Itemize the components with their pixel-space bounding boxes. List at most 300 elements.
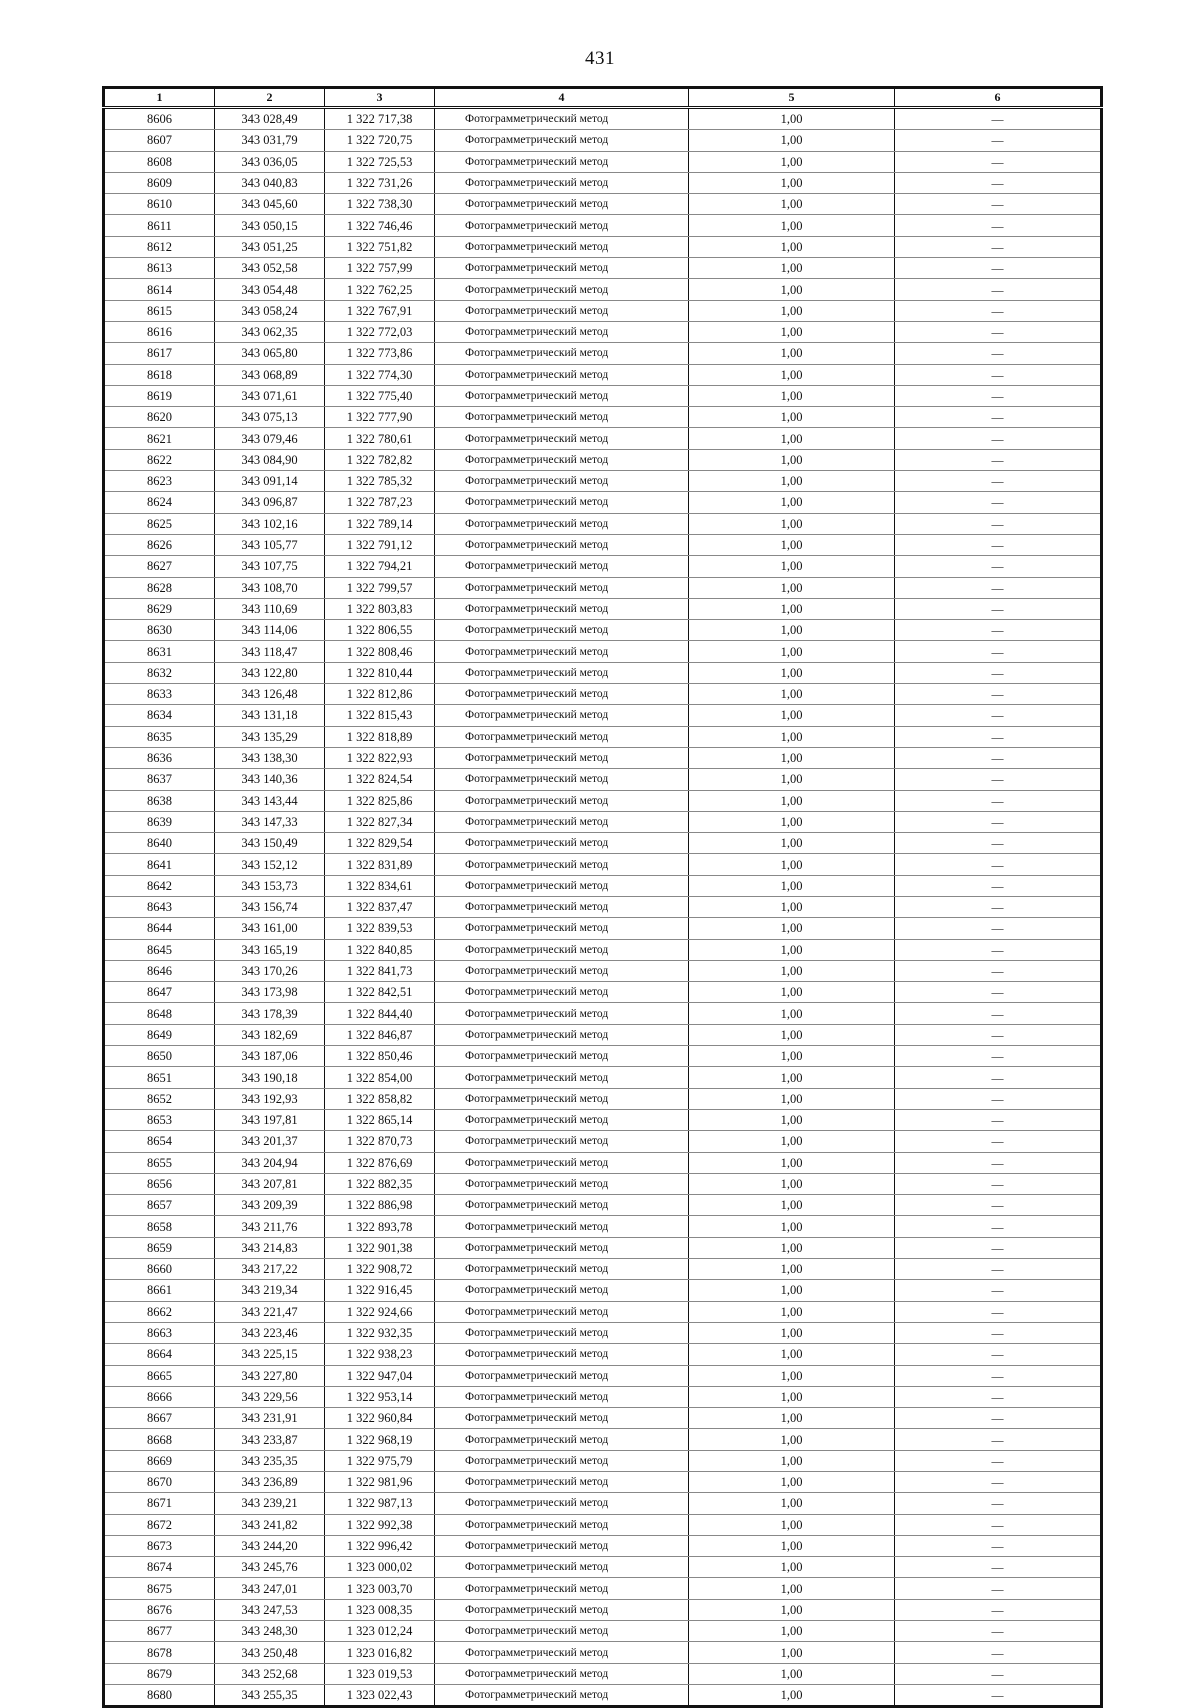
method-cell: Фотограмметрический метод (435, 1067, 689, 1088)
x-coordinate-cell: 343 058,24 (215, 300, 325, 321)
note-cell: — (895, 385, 1102, 406)
y-coordinate-cell: 1 322 799,57 (325, 577, 435, 598)
table-row (104, 1408, 1102, 1429)
y-coordinate-cell: 1 323 012,24 (325, 1621, 435, 1642)
accuracy-cell: 1,00 (689, 1535, 895, 1556)
accuracy-cell: 1,00 (689, 896, 895, 917)
table-row (104, 556, 1102, 577)
point-number-cell: 8655 (104, 1152, 215, 1173)
table-row (104, 1557, 1102, 1578)
x-coordinate-cell: 343 156,74 (215, 896, 325, 917)
y-coordinate-cell: 1 322 751,82 (325, 236, 435, 257)
y-coordinate-cell: 1 322 815,43 (325, 705, 435, 726)
y-coordinate-cell: 1 322 746,46 (325, 215, 435, 236)
table-row (104, 1621, 1102, 1642)
x-coordinate-cell: 343 219,34 (215, 1280, 325, 1301)
x-coordinate-cell: 343 108,70 (215, 577, 325, 598)
y-coordinate-cell: 1 322 837,47 (325, 896, 435, 917)
x-coordinate-cell: 343 096,87 (215, 492, 325, 513)
x-coordinate-cell: 343 250,48 (215, 1642, 325, 1663)
note-cell: — (895, 1237, 1102, 1258)
method-cell: Фотограмметрический метод (435, 449, 689, 470)
x-coordinate-cell: 343 173,98 (215, 982, 325, 1003)
method-cell: Фотограмметрический метод (435, 215, 689, 236)
x-coordinate-cell: 343 227,80 (215, 1365, 325, 1386)
accuracy-cell: 1,00 (689, 790, 895, 811)
table-row (104, 194, 1102, 215)
method-cell: Фотограмметрический метод (435, 471, 689, 492)
y-coordinate-cell: 1 322 924,66 (325, 1301, 435, 1322)
table-row (104, 258, 1102, 279)
y-coordinate-cell: 1 322 738,30 (325, 194, 435, 215)
note-cell: — (895, 747, 1102, 768)
x-coordinate-cell: 343 229,56 (215, 1386, 325, 1407)
point-number-cell: 8649 (104, 1024, 215, 1045)
x-coordinate-cell: 343 241,82 (215, 1514, 325, 1535)
y-coordinate-cell: 1 322 725,53 (325, 151, 435, 172)
note-cell: — (895, 1514, 1102, 1535)
x-coordinate-cell: 343 110,69 (215, 598, 325, 619)
note-cell: — (895, 428, 1102, 449)
table-row (104, 108, 1102, 130)
accuracy-cell: 1,00 (689, 471, 895, 492)
point-number-cell: 8630 (104, 620, 215, 641)
point-number-cell: 8676 (104, 1599, 215, 1620)
table-row (104, 215, 1102, 236)
accuracy-cell: 1,00 (689, 726, 895, 747)
accuracy-cell: 1,00 (689, 407, 895, 428)
point-number-cell: 8646 (104, 960, 215, 981)
x-coordinate-cell: 343 065,80 (215, 343, 325, 364)
y-coordinate-cell: 1 322 876,69 (325, 1152, 435, 1173)
method-cell: Фотограмметрический метод (435, 1280, 689, 1301)
accuracy-cell: 1,00 (689, 1557, 895, 1578)
method-cell: Фотограмметрический метод (435, 1642, 689, 1663)
accuracy-cell: 1,00 (689, 684, 895, 705)
method-cell: Фотограмметрический метод (435, 1003, 689, 1024)
method-cell: Фотограмметрический метод (435, 492, 689, 513)
x-coordinate-cell: 343 152,12 (215, 854, 325, 875)
table-row (104, 1663, 1102, 1684)
note-cell: — (895, 279, 1102, 300)
accuracy-cell: 1,00 (689, 1216, 895, 1237)
method-cell: Фотограмметрический метод (435, 1131, 689, 1152)
y-coordinate-cell: 1 322 775,40 (325, 385, 435, 406)
x-coordinate-cell: 343 131,18 (215, 705, 325, 726)
table-row (104, 620, 1102, 641)
x-coordinate-cell: 343 031,79 (215, 130, 325, 151)
method-cell: Фотограмметрический метод (435, 1301, 689, 1322)
x-coordinate-cell: 343 091,14 (215, 471, 325, 492)
table-row (104, 471, 1102, 492)
method-cell: Фотограмметрический метод (435, 1599, 689, 1620)
method-cell: Фотограмметрический метод (435, 1088, 689, 1109)
table-row (104, 534, 1102, 555)
table-row (104, 1046, 1102, 1067)
point-number-cell: 8623 (104, 471, 215, 492)
point-number-cell: 8647 (104, 982, 215, 1003)
method-cell: Фотограмметрический метод (435, 385, 689, 406)
point-number-cell: 8669 (104, 1450, 215, 1471)
accuracy-cell: 1,00 (689, 960, 895, 981)
point-number-cell: 8632 (104, 662, 215, 683)
method-cell: Фотограмметрический метод (435, 620, 689, 641)
accuracy-cell: 1,00 (689, 194, 895, 215)
point-number-cell: 8650 (104, 1046, 215, 1067)
accuracy-cell: 1,00 (689, 1450, 895, 1471)
x-coordinate-cell: 343 114,06 (215, 620, 325, 641)
coordinates-table (102, 86, 1103, 1708)
y-coordinate-cell: 1 322 938,23 (325, 1344, 435, 1365)
table-row (104, 130, 1102, 151)
note-cell: — (895, 1109, 1102, 1130)
x-coordinate-cell: 343 247,01 (215, 1578, 325, 1599)
y-coordinate-cell: 1 322 806,55 (325, 620, 435, 641)
note-cell: — (895, 513, 1102, 534)
point-number-cell: 8672 (104, 1514, 215, 1535)
x-coordinate-cell: 343 209,39 (215, 1195, 325, 1216)
y-coordinate-cell: 1 322 829,54 (325, 833, 435, 854)
accuracy-cell: 1,00 (689, 215, 895, 236)
table-row (104, 172, 1102, 193)
y-coordinate-cell: 1 322 947,04 (325, 1365, 435, 1386)
x-coordinate-cell: 343 118,47 (215, 641, 325, 662)
point-number-cell: 8625 (104, 513, 215, 534)
x-coordinate-cell: 343 045,60 (215, 194, 325, 215)
method-cell: Фотограмметрический метод (435, 577, 689, 598)
x-coordinate-cell: 343 050,15 (215, 215, 325, 236)
table-row (104, 790, 1102, 811)
method-cell: Фотограмметрический метод (435, 1024, 689, 1045)
table-row (104, 1642, 1102, 1663)
table-row (104, 811, 1102, 832)
method-cell: Фотограмметрический метод (435, 705, 689, 726)
table-row (104, 492, 1102, 513)
y-coordinate-cell: 1 322 824,54 (325, 769, 435, 790)
point-number-cell: 8668 (104, 1429, 215, 1450)
accuracy-cell: 1,00 (689, 1024, 895, 1045)
accuracy-cell: 1,00 (689, 492, 895, 513)
point-number-cell: 8621 (104, 428, 215, 449)
point-number-cell: 8624 (104, 492, 215, 513)
accuracy-cell: 1,00 (689, 854, 895, 875)
note-cell: — (895, 982, 1102, 1003)
table-row (104, 1088, 1102, 1109)
accuracy-cell: 1,00 (689, 705, 895, 726)
y-coordinate-cell: 1 322 854,00 (325, 1067, 435, 1088)
x-coordinate-cell: 343 138,30 (215, 747, 325, 768)
x-coordinate-cell: 343 052,58 (215, 258, 325, 279)
y-coordinate-cell: 1 322 782,82 (325, 449, 435, 470)
accuracy-cell: 1,00 (689, 1046, 895, 1067)
note-cell: — (895, 1046, 1102, 1067)
x-coordinate-cell: 343 233,87 (215, 1429, 325, 1450)
note-cell: — (895, 1088, 1102, 1109)
point-number-cell: 8670 (104, 1472, 215, 1493)
y-coordinate-cell: 1 322 846,87 (325, 1024, 435, 1045)
table-row (104, 1429, 1102, 1450)
table-row (104, 1472, 1102, 1493)
note-cell: — (895, 1450, 1102, 1471)
point-number-cell: 8639 (104, 811, 215, 832)
x-coordinate-cell: 343 223,46 (215, 1322, 325, 1343)
point-number-cell: 8613 (104, 258, 215, 279)
x-coordinate-cell: 343 231,91 (215, 1408, 325, 1429)
method-cell: Фотограмметрический метод (435, 1493, 689, 1514)
y-coordinate-cell: 1 322 844,40 (325, 1003, 435, 1024)
note-cell: — (895, 769, 1102, 790)
note-cell: — (895, 598, 1102, 619)
method-cell: Фотограмметрический метод (435, 1429, 689, 1450)
accuracy-cell: 1,00 (689, 1429, 895, 1450)
header-col-1: 1 (104, 88, 215, 108)
x-coordinate-cell: 343 126,48 (215, 684, 325, 705)
table-row (104, 279, 1102, 300)
method-cell: Фотограмметрический метод (435, 513, 689, 534)
point-number-cell: 8644 (104, 918, 215, 939)
method-cell: Фотограмметрический метод (435, 1046, 689, 1067)
point-number-cell: 8671 (104, 1493, 215, 1514)
y-coordinate-cell: 1 322 865,14 (325, 1109, 435, 1130)
header-row (104, 88, 1102, 108)
point-number-cell: 8677 (104, 1621, 215, 1642)
x-coordinate-cell: 343 102,16 (215, 513, 325, 534)
note-cell: — (895, 1067, 1102, 1088)
y-coordinate-cell: 1 322 808,46 (325, 641, 435, 662)
note-cell: — (895, 1195, 1102, 1216)
x-coordinate-cell: 343 143,44 (215, 790, 325, 811)
y-coordinate-cell: 1 322 810,44 (325, 662, 435, 683)
table-row (104, 1195, 1102, 1216)
point-number-cell: 8665 (104, 1365, 215, 1386)
x-coordinate-cell: 343 036,05 (215, 151, 325, 172)
table-row (104, 769, 1102, 790)
point-number-cell: 8612 (104, 236, 215, 257)
point-number-cell: 8637 (104, 769, 215, 790)
method-cell: Фотограмметрический метод (435, 1535, 689, 1556)
accuracy-cell: 1,00 (689, 1088, 895, 1109)
point-number-cell: 8620 (104, 407, 215, 428)
x-coordinate-cell: 343 214,83 (215, 1237, 325, 1258)
point-number-cell: 8635 (104, 726, 215, 747)
header-col-2: 2 (215, 88, 325, 108)
accuracy-cell: 1,00 (689, 1663, 895, 1684)
method-cell: Фотограмметрический метод (435, 108, 689, 130)
table-row (104, 918, 1102, 939)
y-coordinate-cell: 1 323 003,70 (325, 1578, 435, 1599)
point-number-cell: 8622 (104, 449, 215, 470)
note-cell: — (895, 833, 1102, 854)
point-number-cell: 8638 (104, 790, 215, 811)
x-coordinate-cell: 343 217,22 (215, 1259, 325, 1280)
method-cell: Фотограмметрический метод (435, 556, 689, 577)
y-coordinate-cell: 1 322 932,35 (325, 1322, 435, 1343)
accuracy-cell: 1,00 (689, 513, 895, 534)
x-coordinate-cell: 343 221,47 (215, 1301, 325, 1322)
note-cell: — (895, 1344, 1102, 1365)
x-coordinate-cell: 343 084,90 (215, 449, 325, 470)
table-header (104, 88, 1102, 108)
note-cell: — (895, 1642, 1102, 1663)
note-cell: — (895, 236, 1102, 257)
note-cell: — (895, 1599, 1102, 1620)
y-coordinate-cell: 1 322 818,89 (325, 726, 435, 747)
y-coordinate-cell: 1 322 772,03 (325, 321, 435, 342)
x-coordinate-cell: 343 062,35 (215, 321, 325, 342)
y-coordinate-cell: 1 322 774,30 (325, 364, 435, 385)
point-number-cell: 8636 (104, 747, 215, 768)
y-coordinate-cell: 1 323 000,02 (325, 1557, 435, 1578)
accuracy-cell: 1,00 (689, 1365, 895, 1386)
y-coordinate-cell: 1 322 827,34 (325, 811, 435, 832)
point-number-cell: 8617 (104, 343, 215, 364)
note-cell: — (895, 577, 1102, 598)
note-cell: — (895, 875, 1102, 896)
method-cell: Фотограмметрический метод (435, 279, 689, 300)
table-row (104, 428, 1102, 449)
table-row (104, 1237, 1102, 1258)
point-number-cell: 8608 (104, 151, 215, 172)
method-cell: Фотограмметрический метод (435, 833, 689, 854)
accuracy-cell: 1,00 (689, 1280, 895, 1301)
accuracy-cell: 1,00 (689, 662, 895, 683)
note-cell: — (895, 108, 1102, 130)
x-coordinate-cell: 343 204,94 (215, 1152, 325, 1173)
note-cell: — (895, 896, 1102, 917)
x-coordinate-cell: 343 122,80 (215, 662, 325, 683)
x-coordinate-cell: 343 161,00 (215, 918, 325, 939)
y-coordinate-cell: 1 322 794,21 (325, 556, 435, 577)
y-coordinate-cell: 1 322 762,25 (325, 279, 435, 300)
method-cell: Фотограмметрический метод (435, 300, 689, 321)
x-coordinate-cell: 343 071,61 (215, 385, 325, 406)
note-cell: — (895, 471, 1102, 492)
y-coordinate-cell: 1 322 731,26 (325, 172, 435, 193)
accuracy-cell: 1,00 (689, 620, 895, 641)
y-coordinate-cell: 1 322 901,38 (325, 1237, 435, 1258)
method-cell: Фотограмметрический метод (435, 854, 689, 875)
note-cell: — (895, 1621, 1102, 1642)
x-coordinate-cell: 343 150,49 (215, 833, 325, 854)
x-coordinate-cell: 343 207,81 (215, 1173, 325, 1194)
note-cell: — (895, 684, 1102, 705)
y-coordinate-cell: 1 322 780,61 (325, 428, 435, 449)
point-number-cell: 8658 (104, 1216, 215, 1237)
note-cell: — (895, 854, 1102, 875)
method-cell: Фотограмметрический метод (435, 747, 689, 768)
accuracy-cell: 1,00 (689, 1131, 895, 1152)
method-cell: Фотограмметрический метод (435, 790, 689, 811)
point-number-cell: 8651 (104, 1067, 215, 1088)
accuracy-cell: 1,00 (689, 577, 895, 598)
note-cell: — (895, 1493, 1102, 1514)
table-row (104, 1514, 1102, 1535)
method-cell: Фотограмметрический метод (435, 1259, 689, 1280)
y-coordinate-cell: 1 322 953,14 (325, 1386, 435, 1407)
note-cell: — (895, 300, 1102, 321)
y-coordinate-cell: 1 322 789,14 (325, 513, 435, 534)
accuracy-cell: 1,00 (689, 130, 895, 151)
method-cell: Фотограмметрический метод (435, 662, 689, 683)
accuracy-cell: 1,00 (689, 1599, 895, 1620)
accuracy-cell: 1,00 (689, 1237, 895, 1258)
accuracy-cell: 1,00 (689, 769, 895, 790)
table-row (104, 577, 1102, 598)
table-row (104, 939, 1102, 960)
note-cell: — (895, 343, 1102, 364)
y-coordinate-cell: 1 322 992,38 (325, 1514, 435, 1535)
accuracy-cell: 1,00 (689, 1493, 895, 1514)
method-cell: Фотограмметрический метод (435, 1450, 689, 1471)
accuracy-cell: 1,00 (689, 811, 895, 832)
method-cell: Фотограмметрический метод (435, 1365, 689, 1386)
point-number-cell: 8615 (104, 300, 215, 321)
accuracy-cell: 1,00 (689, 747, 895, 768)
table-row (104, 1216, 1102, 1237)
method-cell: Фотограмметрический метод (435, 918, 689, 939)
x-coordinate-cell: 343 244,20 (215, 1535, 325, 1556)
point-number-cell: 8663 (104, 1322, 215, 1343)
accuracy-cell: 1,00 (689, 918, 895, 939)
note-cell: — (895, 1663, 1102, 1684)
method-cell: Фотограмметрический метод (435, 684, 689, 705)
point-number-cell: 8660 (104, 1259, 215, 1280)
accuracy-cell: 1,00 (689, 108, 895, 130)
point-number-cell: 8642 (104, 875, 215, 896)
x-coordinate-cell: 343 247,53 (215, 1599, 325, 1620)
method-cell: Фотограмметрический метод (435, 321, 689, 342)
note-cell: — (895, 811, 1102, 832)
note-cell: — (895, 1578, 1102, 1599)
point-number-cell: 8680 (104, 1684, 215, 1706)
x-coordinate-cell: 343 236,89 (215, 1472, 325, 1493)
table-row (104, 705, 1102, 726)
note-cell: — (895, 1131, 1102, 1152)
point-number-cell: 8619 (104, 385, 215, 406)
point-number-cell: 8661 (104, 1280, 215, 1301)
y-coordinate-cell: 1 322 822,93 (325, 747, 435, 768)
method-cell: Фотограмметрический метод (435, 1152, 689, 1173)
y-coordinate-cell: 1 322 773,86 (325, 343, 435, 364)
table-row (104, 1109, 1102, 1130)
accuracy-cell: 1,00 (689, 641, 895, 662)
method-cell: Фотограмметрический метод (435, 258, 689, 279)
point-number-cell: 8627 (104, 556, 215, 577)
table-row (104, 1365, 1102, 1386)
accuracy-cell: 1,00 (689, 321, 895, 342)
x-coordinate-cell: 343 153,73 (215, 875, 325, 896)
x-coordinate-cell: 343 165,19 (215, 939, 325, 960)
page-number: 431 (585, 48, 615, 69)
table-row (104, 662, 1102, 683)
x-coordinate-cell: 343 107,75 (215, 556, 325, 577)
method-cell: Фотограмметрический метод (435, 1514, 689, 1535)
point-number-cell: 8645 (104, 939, 215, 960)
table-row (104, 1259, 1102, 1280)
table-row (104, 1152, 1102, 1173)
accuracy-cell: 1,00 (689, 1152, 895, 1173)
y-coordinate-cell: 1 322 812,86 (325, 684, 435, 705)
y-coordinate-cell: 1 323 008,35 (325, 1599, 435, 1620)
accuracy-cell: 1,00 (689, 449, 895, 470)
accuracy-cell: 1,00 (689, 279, 895, 300)
note-cell: — (895, 1429, 1102, 1450)
x-coordinate-cell: 343 235,35 (215, 1450, 325, 1471)
x-coordinate-cell: 343 225,15 (215, 1344, 325, 1365)
y-coordinate-cell: 1 323 019,53 (325, 1663, 435, 1684)
y-coordinate-cell: 1 322 886,98 (325, 1195, 435, 1216)
point-number-cell: 8643 (104, 896, 215, 917)
